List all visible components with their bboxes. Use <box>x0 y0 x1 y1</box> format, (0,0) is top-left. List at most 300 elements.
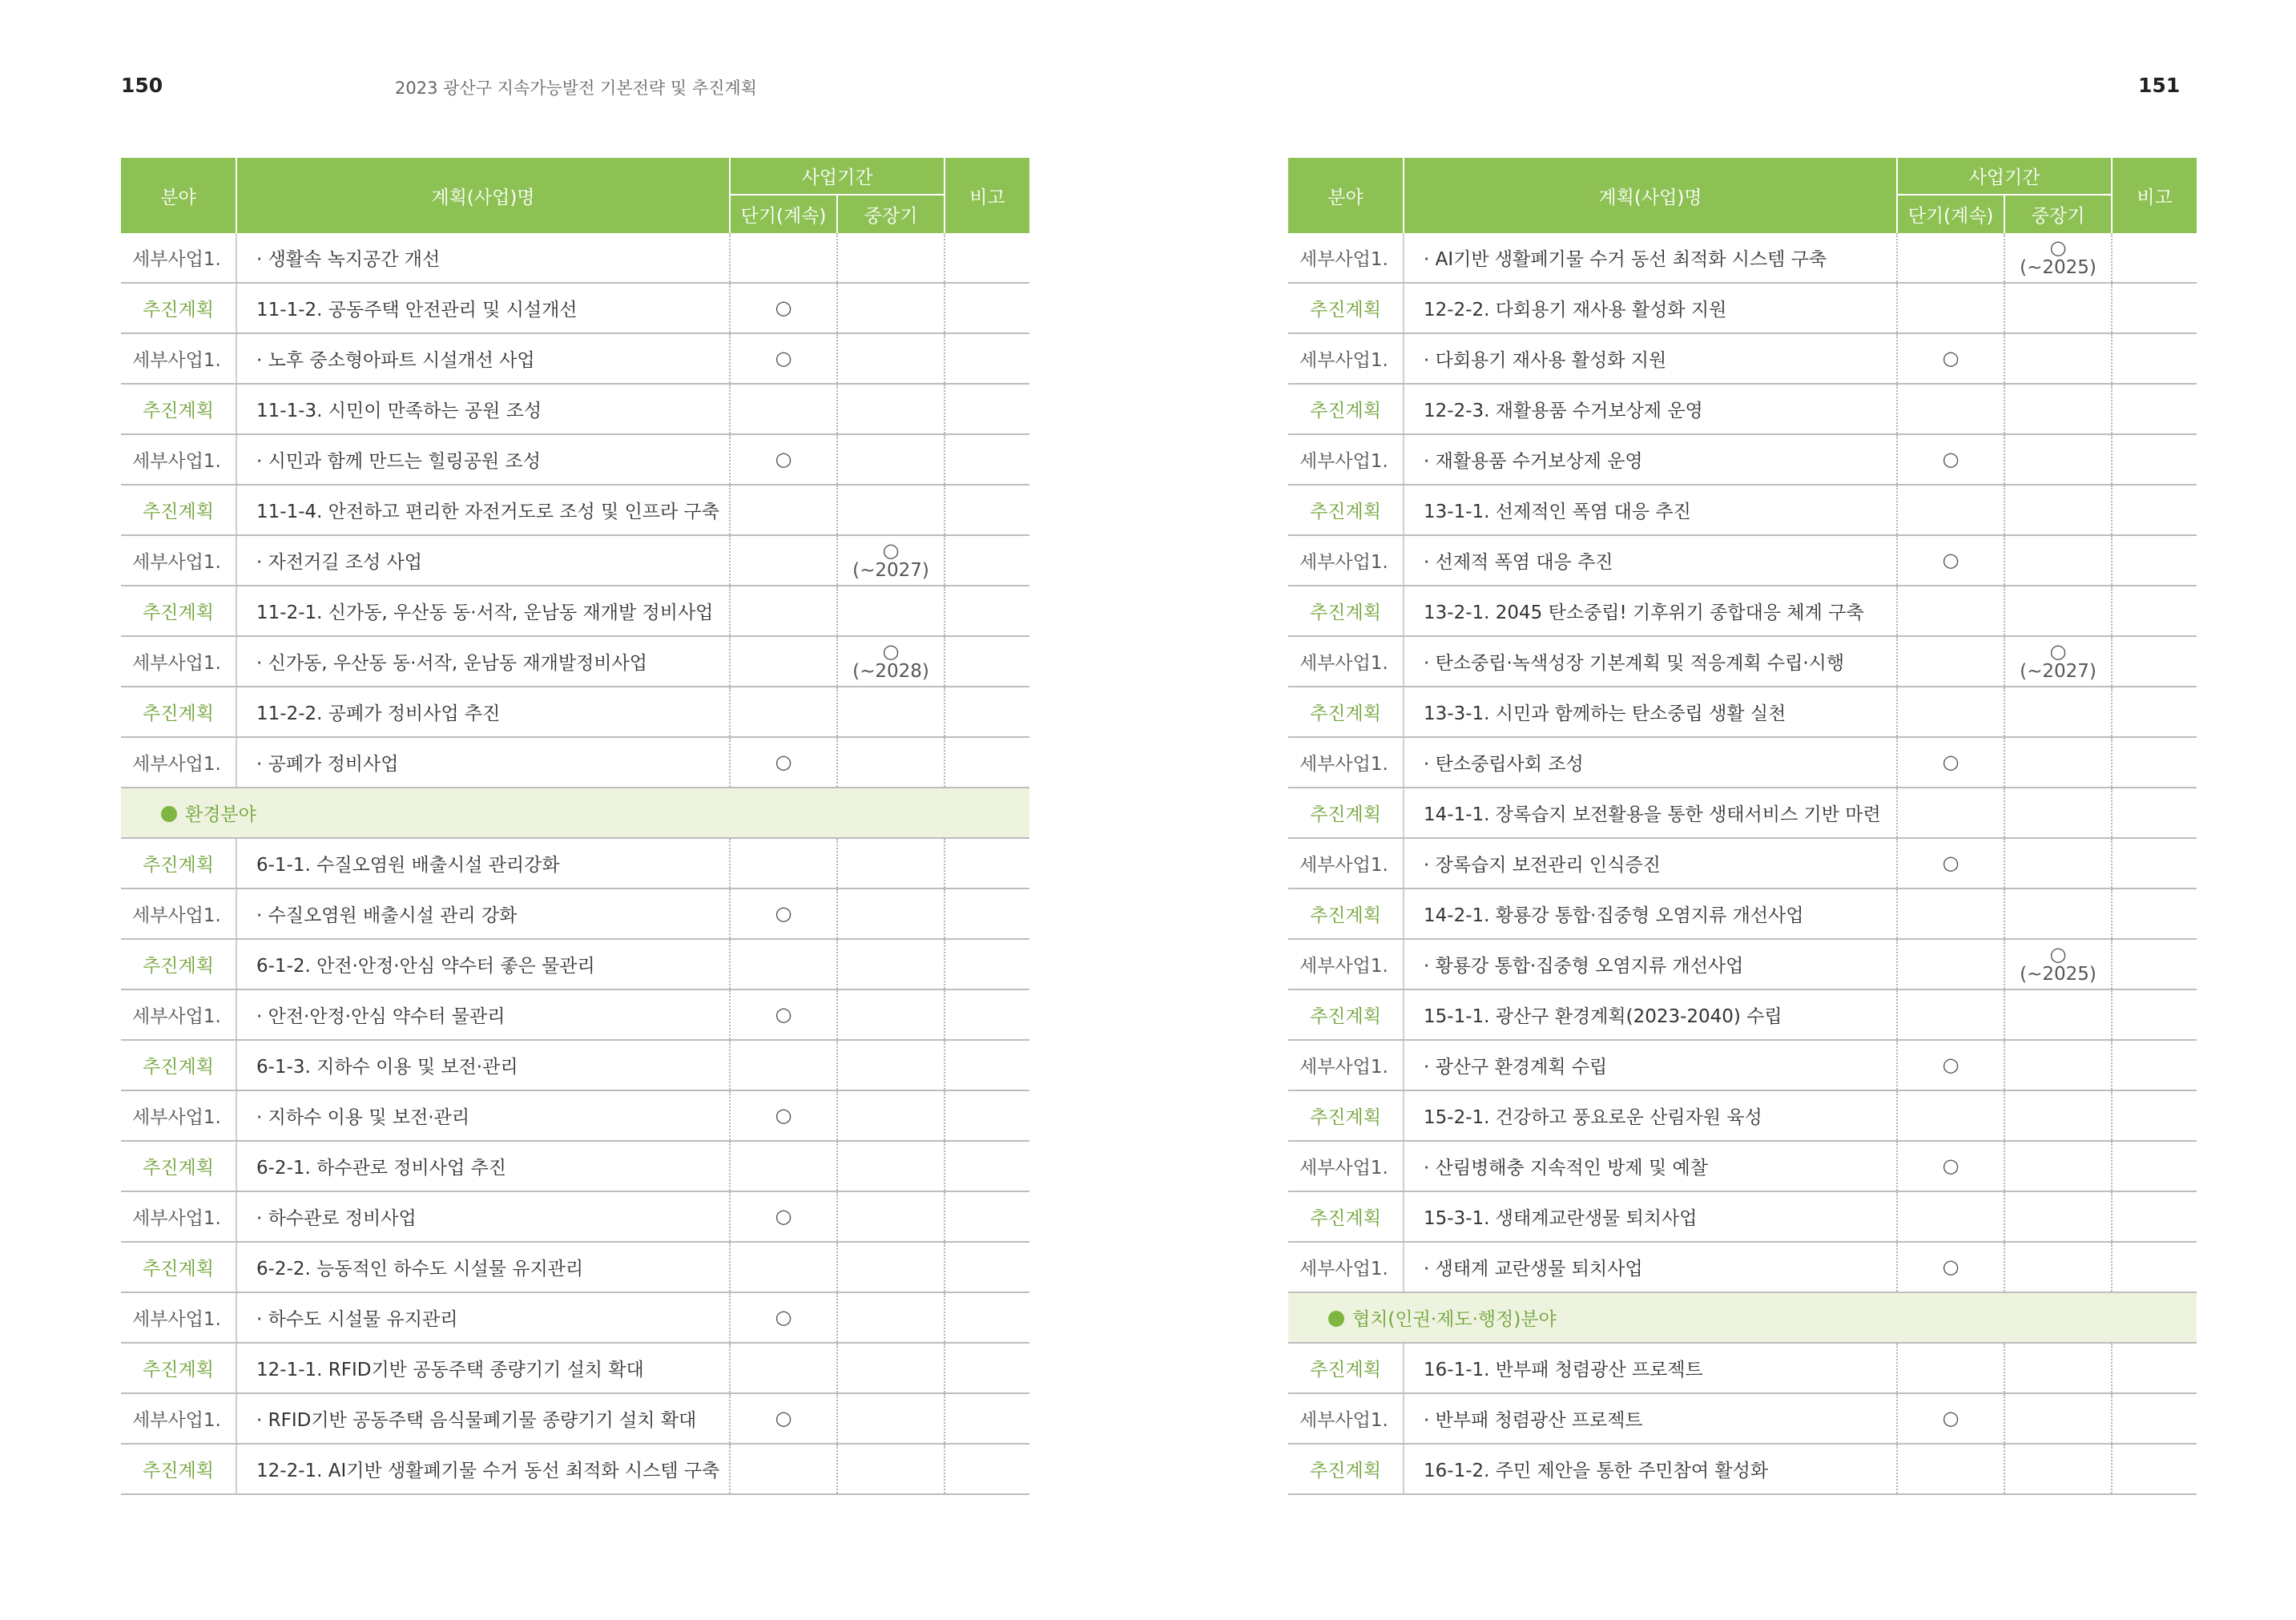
plan-name-cell: · 반부패 청렴광산 프로젝트 <box>1404 1393 1897 1444</box>
short-term-cell <box>730 989 837 1040</box>
mid-term-cell <box>837 889 945 939</box>
table-body <box>121 233 1029 1494</box>
section-row <box>121 788 1029 838</box>
table-row <box>1288 586 2197 636</box>
short-term-cell <box>730 1191 837 1242</box>
note-cell <box>945 1242 1029 1292</box>
col-short-header: 단기(계속) <box>1897 195 2004 233</box>
short-term-cell <box>730 384 837 434</box>
table-row <box>1288 889 2197 939</box>
note-cell <box>2112 384 2197 434</box>
note-cell <box>2112 283 2197 333</box>
category-cell: 세부사업1. <box>1288 1141 1404 1191</box>
short-term-cell <box>730 434 837 485</box>
category-cell: 추진계획 <box>121 687 236 737</box>
category-cell: 추진계획 <box>1288 1444 1404 1494</box>
table-row <box>1288 1141 2197 1191</box>
mid-term-cell <box>2004 939 2112 989</box>
table-row <box>1288 939 2197 989</box>
plan-name-cell: 6-1-2. 안전·안정·안심 약수터 좋은 물관리 <box>236 939 730 989</box>
plan-name-cell: 11-2-1. 신가동, 우산동 동·서작, 운남동 재개발 정비사업 <box>236 586 730 636</box>
category-cell: 추진계획 <box>121 1343 236 1393</box>
mid-term-mark: ○ <box>882 538 900 562</box>
table-row <box>121 233 1029 283</box>
short-term-cell <box>1897 1040 2004 1090</box>
short-term-cell <box>1897 838 2004 889</box>
plan-name-cell: 11-1-2. 공동주택 안전관리 및 시설개선 <box>236 283 730 333</box>
category-cell: 추진계획 <box>121 485 236 535</box>
short-term-cell <box>730 485 837 535</box>
mid-term-cell <box>837 939 945 989</box>
table-row <box>121 1040 1029 1090</box>
section-title: 협치(인권·제도·행정)분야 <box>1352 1309 1557 1330</box>
plan-name-cell: · 광산구 환경계획 수립 <box>1404 1040 1897 1090</box>
plan-name-cell: · 하수관로 정비사업 <box>236 1191 730 1242</box>
category-cell: 추진계획 <box>1288 586 1404 636</box>
plan-name-cell: · 생활속 녹지공간 개선 <box>236 233 730 283</box>
plan-name-cell: · 탄소중립·녹색성장 기본계획 및 적응계획 수립·시행 <box>1404 636 1897 687</box>
plan-name-cell: 6-1-3. 지하수 이용 및 보전·관리 <box>236 1040 730 1090</box>
short-term-cell <box>1897 737 2004 788</box>
table-row <box>121 283 1029 333</box>
mid-term-cell <box>837 333 945 384</box>
note-cell <box>945 737 1029 788</box>
mid-term-cell <box>2004 434 2112 485</box>
short-term-cell <box>730 1292 837 1343</box>
note-cell <box>945 636 1029 687</box>
mid-term-mark: ○ <box>2049 236 2067 259</box>
category-cell: 추진계획 <box>121 1040 236 1090</box>
note-cell <box>2112 788 2197 838</box>
note-cell <box>945 1444 1029 1494</box>
note-cell <box>2112 636 2197 687</box>
col-plan-header: 계획(사업)명 <box>1404 158 1897 233</box>
short-term-cell <box>1897 1242 2004 1292</box>
plan-name-cell: · 수질오염원 배출시설 관리 강화 <box>236 889 730 939</box>
mid-term-cell <box>837 1292 945 1343</box>
category-cell: 추진계획 <box>1288 283 1404 333</box>
mid-term-cell <box>2004 788 2112 838</box>
table-row <box>1288 1444 2197 1494</box>
left-page <box>121 158 1029 1495</box>
table-row <box>1288 283 2197 333</box>
short-term-cell <box>730 1242 837 1292</box>
note-cell <box>945 838 1029 889</box>
table-row <box>121 939 1029 989</box>
short-term-cell <box>1897 586 2004 636</box>
table-row <box>1288 535 2197 586</box>
table-row <box>121 1191 1029 1242</box>
short-term-cell <box>1897 485 2004 535</box>
short-term-cell <box>730 737 837 788</box>
mid-term-cell <box>837 1191 945 1242</box>
category-cell: 세부사업1. <box>121 1393 236 1444</box>
category-cell: 추진계획 <box>1288 788 1404 838</box>
mid-term-year: (~2025) <box>2020 964 2097 985</box>
short-term-cell <box>1897 1141 2004 1191</box>
short-term-cell <box>730 889 837 939</box>
mid-term-cell <box>2004 989 2112 1040</box>
plan-name-cell: · 선제적 폭염 대응 추진 <box>1404 535 1897 586</box>
note-cell <box>2112 939 2197 989</box>
mid-term-cell <box>837 1343 945 1393</box>
plan-name-cell: 11-1-4. 안전하고 편리한 자전거도로 조성 및 인프라 구축 <box>236 485 730 535</box>
short-term-cell <box>730 636 837 687</box>
table-row <box>121 1343 1029 1393</box>
table-row <box>121 586 1029 636</box>
note-cell <box>945 535 1029 586</box>
short-term-mark: ○ <box>775 296 792 319</box>
col-note-header: 비고 <box>2112 158 2197 233</box>
mid-term-cell <box>837 1040 945 1090</box>
short-term-cell <box>730 586 837 636</box>
mid-term-cell <box>837 989 945 1040</box>
category-cell: 세부사업1. <box>121 737 236 788</box>
category-cell: 추진계획 <box>1288 485 1404 535</box>
short-term-cell <box>730 333 837 384</box>
mid-term-cell <box>2004 1343 2112 1393</box>
short-term-mark: ○ <box>1942 1406 1960 1429</box>
note-cell <box>2112 1242 2197 1292</box>
col-mid-header: 중장기 <box>2004 195 2112 233</box>
plan-name-cell: 6-1-1. 수질오염원 배출시설 관리강화 <box>236 838 730 889</box>
note-cell <box>2112 1141 2197 1191</box>
short-term-cell <box>730 1040 837 1090</box>
mid-term-cell <box>837 1141 945 1191</box>
plan-name-cell: 15-1-1. 광산구 환경계획(2023-2040) 수립 <box>1404 989 1897 1040</box>
short-term-mark: ○ <box>775 346 792 369</box>
short-term-cell <box>1897 1090 2004 1141</box>
category-cell: 추진계획 <box>1288 1090 1404 1141</box>
category-cell: 세부사업1. <box>121 333 236 384</box>
note-cell <box>2112 1393 2197 1444</box>
table-row <box>121 636 1029 687</box>
section-row <box>1288 1292 2197 1343</box>
table-row <box>121 889 1029 939</box>
mid-term-cell <box>2004 333 2112 384</box>
short-term-mark: ○ <box>775 1204 792 1227</box>
mid-term-cell <box>837 636 945 687</box>
category-cell: 세부사업1. <box>121 434 236 485</box>
short-term-mark: ○ <box>775 901 792 925</box>
mid-term-cell <box>837 687 945 737</box>
mid-term-cell <box>837 233 945 283</box>
plan-name-cell: · 노후 중소형아파트 시설개선 사업 <box>236 333 730 384</box>
mid-term-cell <box>2004 233 2112 283</box>
note-cell <box>945 485 1029 535</box>
short-term-cell <box>1897 788 2004 838</box>
mid-term-cell <box>837 485 945 535</box>
col-field-header: 분야 <box>121 158 236 233</box>
plan-name-cell: 11-1-3. 시민이 만족하는 공원 조성 <box>236 384 730 434</box>
table-row <box>1288 838 2197 889</box>
short-term-mark: ○ <box>1942 1053 1960 1076</box>
note-cell <box>945 1393 1029 1444</box>
table-row <box>1288 434 2197 485</box>
short-term-cell <box>1897 989 2004 1040</box>
category-cell: 추진계획 <box>121 1141 236 1191</box>
mid-term-mark: ○ <box>2049 942 2067 965</box>
short-term-cell <box>1897 434 2004 485</box>
category-cell: 세부사업1. <box>121 1090 236 1141</box>
plan-name-cell: · 생태계 교란생물 퇴치사업 <box>1404 1242 1897 1292</box>
short-term-mark: ○ <box>775 447 792 470</box>
note-cell <box>945 333 1029 384</box>
table-row <box>1288 687 2197 737</box>
mid-term-cell <box>2004 535 2112 586</box>
table-row <box>121 989 1029 1040</box>
table-row <box>1288 1191 2197 1242</box>
category-cell: 추진계획 <box>1288 1343 1404 1393</box>
plan-name-cell: 12-2-3. 재활용품 수거보상제 운영 <box>1404 384 1897 434</box>
mid-term-cell <box>837 535 945 586</box>
table-row <box>1288 485 2197 535</box>
category-cell: 추진계획 <box>1288 384 1404 434</box>
mid-term-cell <box>2004 1090 2112 1141</box>
mid-term-cell <box>837 1393 945 1444</box>
plan-name-cell: · 재활용품 수거보상제 운영 <box>1404 434 1897 485</box>
plan-name-cell: 14-2-1. 황룡강 통합·집중형 오염지류 개선사업 <box>1404 889 1897 939</box>
short-term-cell <box>1897 1444 2004 1494</box>
plan-name-cell: 14-1-1. 장록습지 보전활용을 통한 생태서비스 기반 마련 <box>1404 788 1897 838</box>
mid-term-cell <box>837 283 945 333</box>
short-term-cell <box>730 535 837 586</box>
mid-term-cell <box>837 434 945 485</box>
short-term-mark: ○ <box>775 1305 792 1328</box>
short-term-cell <box>1897 687 2004 737</box>
plan-name-cell: · 안전·안정·안심 약수터 물관리 <box>236 989 730 1040</box>
note-cell <box>2112 333 2197 384</box>
table-header <box>1288 158 2197 233</box>
mid-term-cell <box>2004 737 2112 788</box>
category-cell: 추진계획 <box>1288 687 1404 737</box>
col-period-header: 사업기간 <box>730 158 945 195</box>
short-term-mark: ○ <box>775 750 792 773</box>
table-row <box>121 485 1029 535</box>
note-cell <box>945 434 1029 485</box>
category-cell: 세부사업1. <box>1288 1393 1404 1444</box>
section-title: 환경분야 <box>185 804 256 825</box>
table-row <box>1288 1040 2197 1090</box>
bullet-dot-icon <box>1328 1311 1344 1327</box>
table-row <box>1288 384 2197 434</box>
category-cell: 추진계획 <box>121 384 236 434</box>
note-cell <box>2112 838 2197 889</box>
short-term-cell <box>730 1444 837 1494</box>
mid-term-cell <box>2004 636 2112 687</box>
note-cell <box>2112 485 2197 535</box>
note-cell <box>945 586 1029 636</box>
category-cell: 세부사업1. <box>1288 1242 1404 1292</box>
running-title: 2023 광산구 지속가능발전 기본전략 및 추진계획 <box>395 79 757 98</box>
note-cell <box>945 687 1029 737</box>
mid-term-cell <box>2004 1393 2112 1444</box>
col-period-header: 사업기간 <box>1897 158 2112 195</box>
short-term-cell <box>1897 1343 2004 1393</box>
plan-name-cell: · 공폐가 정비사업 <box>236 737 730 788</box>
col-plan-header: 계획(사업)명 <box>236 158 730 233</box>
plan-name-cell: · 신가동, 우산동 동·서작, 운남동 재개발정비사업 <box>236 636 730 687</box>
category-cell: 세부사업1. <box>1288 939 1404 989</box>
mid-term-year: (~2028) <box>852 661 929 683</box>
col-field-header: 분야 <box>1288 158 1404 233</box>
plan-name-cell: 12-1-1. RFID기반 공동주택 종량기기 설치 확대 <box>236 1343 730 1393</box>
plan-name-cell: 6-2-2. 능동적인 하수도 시설물 유지관리 <box>236 1242 730 1292</box>
table-row <box>1288 1242 2197 1292</box>
plan-name-cell: 16-1-2. 주민 제안을 통한 주민참여 활성화 <box>1404 1444 1897 1494</box>
plan-name-cell: 15-2-1. 건강하고 풍요로운 산림자원 육성 <box>1404 1090 1897 1141</box>
category-cell: 추진계획 <box>1288 889 1404 939</box>
left-page-number: 150 <box>121 74 163 97</box>
short-term-mark: ○ <box>775 1406 792 1429</box>
note-cell <box>2112 586 2197 636</box>
short-term-cell <box>1897 1393 2004 1444</box>
table-header <box>121 158 1029 233</box>
note-cell <box>945 1191 1029 1242</box>
note-cell <box>2112 1343 2197 1393</box>
short-term-mark: ○ <box>1942 1154 1960 1177</box>
table-row <box>121 687 1029 737</box>
plan-name-cell: 15-3-1. 생태계교란생물 퇴치사업 <box>1404 1191 1897 1242</box>
mid-term-cell <box>837 384 945 434</box>
plan-name-cell: 12-2-1. AI기반 생활폐기물 수거 동선 최적화 시스템 구축 <box>236 1444 730 1494</box>
table-row <box>1288 989 2197 1040</box>
table-row <box>1288 788 2197 838</box>
category-cell: 추진계획 <box>121 1242 236 1292</box>
mid-term-cell <box>2004 1191 2112 1242</box>
mid-term-cell <box>837 737 945 788</box>
note-cell <box>2112 889 2197 939</box>
short-term-cell <box>1897 1191 2004 1242</box>
plan-name-cell: 12-2-2. 다회용기 재사용 활성화 지원 <box>1404 283 1897 333</box>
table-row <box>1288 636 2197 687</box>
category-cell: 추진계획 <box>1288 989 1404 1040</box>
note-cell <box>2112 1040 2197 1090</box>
short-term-cell <box>730 1393 837 1444</box>
mid-term-cell <box>2004 687 2112 737</box>
plan-table-left <box>121 158 1029 1495</box>
category-cell: 세부사업1. <box>121 636 236 687</box>
category-cell: 세부사업1. <box>1288 737 1404 788</box>
plan-name-cell: · 장록습지 보전관리 인식증진 <box>1404 838 1897 889</box>
note-cell <box>2112 1444 2197 1494</box>
plan-name-cell: · 지하수 이용 및 보전·관리 <box>236 1090 730 1141</box>
table-row <box>121 1242 1029 1292</box>
mid-term-cell <box>2004 384 2112 434</box>
note-cell <box>945 989 1029 1040</box>
plan-name-cell: 13-2-1. 2045 탄소중립! 기후위기 종합대응 체계 구축 <box>1404 586 1897 636</box>
note-cell <box>2112 535 2197 586</box>
short-term-cell <box>1897 889 2004 939</box>
table-row <box>1288 333 2197 384</box>
mid-term-cell <box>837 586 945 636</box>
short-term-mark: ○ <box>1942 346 1960 369</box>
table-row <box>121 1090 1029 1141</box>
note-cell <box>945 1141 1029 1191</box>
short-term-mark: ○ <box>1942 1255 1960 1278</box>
table-row <box>121 384 1029 434</box>
mid-term-cell <box>2004 1444 2112 1494</box>
category-cell: 세부사업1. <box>1288 838 1404 889</box>
mid-term-year: (~2027) <box>852 560 929 582</box>
plan-name-cell: · 산림병해충 지속적인 방제 및 예찰 <box>1404 1141 1897 1191</box>
table-row <box>121 1444 1029 1494</box>
note-cell <box>945 1090 1029 1141</box>
plan-name-cell: · 시민과 함께 만드는 힐링공원 조성 <box>236 434 730 485</box>
mid-term-year: (~2027) <box>2020 661 2097 683</box>
note-cell <box>945 283 1029 333</box>
category-cell: 세부사업1. <box>121 889 236 939</box>
category-cell: 세부사업1. <box>121 1191 236 1242</box>
col-mid-header: 중장기 <box>837 195 945 233</box>
note-cell <box>2112 989 2197 1040</box>
short-term-mark: ○ <box>1942 750 1960 773</box>
table-row <box>1288 233 2197 283</box>
note-cell <box>945 1292 1029 1343</box>
table-row <box>121 1141 1029 1191</box>
right-page <box>1288 158 2197 1495</box>
mid-term-cell <box>2004 283 2112 333</box>
category-cell: 세부사업1. <box>1288 636 1404 687</box>
plan-name-cell: · 황룡강 통합·집중형 오염지류 개선사업 <box>1404 939 1897 989</box>
mid-term-cell <box>837 838 945 889</box>
category-cell: 세부사업1. <box>1288 233 1404 283</box>
category-cell: 추진계획 <box>121 838 236 889</box>
category-cell: 세부사업1. <box>1288 333 1404 384</box>
mid-term-cell <box>2004 1242 2112 1292</box>
plan-table-right <box>1288 158 2197 1495</box>
category-cell: 추진계획 <box>121 939 236 989</box>
note-cell <box>2112 1090 2197 1141</box>
short-term-cell <box>1897 333 2004 384</box>
plan-name-cell: · 하수도 시설물 유지관리 <box>236 1292 730 1343</box>
short-term-cell <box>1897 636 2004 687</box>
table-row <box>121 333 1029 384</box>
short-term-mark: ○ <box>1942 548 1960 571</box>
plan-name-cell: · RFID기반 공동주택 음식물폐기물 종량기기 설치 확대 <box>236 1393 730 1444</box>
table-row <box>121 1292 1029 1343</box>
right-page-number: 151 <box>2138 74 2181 97</box>
category-cell: 추진계획 <box>121 283 236 333</box>
short-term-cell <box>1897 283 2004 333</box>
plan-name-cell: · 자전거길 조성 사업 <box>236 535 730 586</box>
short-term-cell <box>730 939 837 989</box>
short-term-mark: ○ <box>775 1103 792 1126</box>
note-cell <box>945 384 1029 434</box>
mid-term-cell <box>2004 1141 2112 1191</box>
mid-term-mark: ○ <box>2049 639 2067 663</box>
note-cell <box>945 889 1029 939</box>
category-cell: 세부사업1. <box>121 233 236 283</box>
table-row <box>121 434 1029 485</box>
mid-term-cell <box>2004 586 2112 636</box>
plan-name-cell: 13-1-1. 선제적인 폭염 대응 추진 <box>1404 485 1897 535</box>
short-term-mark: ○ <box>775 1002 792 1026</box>
note-cell <box>2112 737 2197 788</box>
category-cell: 추진계획 <box>121 1444 236 1494</box>
note-cell <box>945 939 1029 989</box>
category-cell: 세부사업1. <box>1288 1040 1404 1090</box>
category-cell: 세부사업1. <box>121 535 236 586</box>
col-short-header: 단기(계속) <box>730 195 837 233</box>
mid-term-cell <box>837 1444 945 1494</box>
short-term-cell <box>730 1141 837 1191</box>
note-cell <box>2112 233 2197 283</box>
category-cell: 추진계획 <box>1288 1191 1404 1242</box>
col-note-header: 비고 <box>945 158 1029 233</box>
short-term-cell <box>1897 233 2004 283</box>
plan-name-cell: · AI기반 생활폐기물 수거 동선 최적화 시스템 구축 <box>1404 233 1897 283</box>
